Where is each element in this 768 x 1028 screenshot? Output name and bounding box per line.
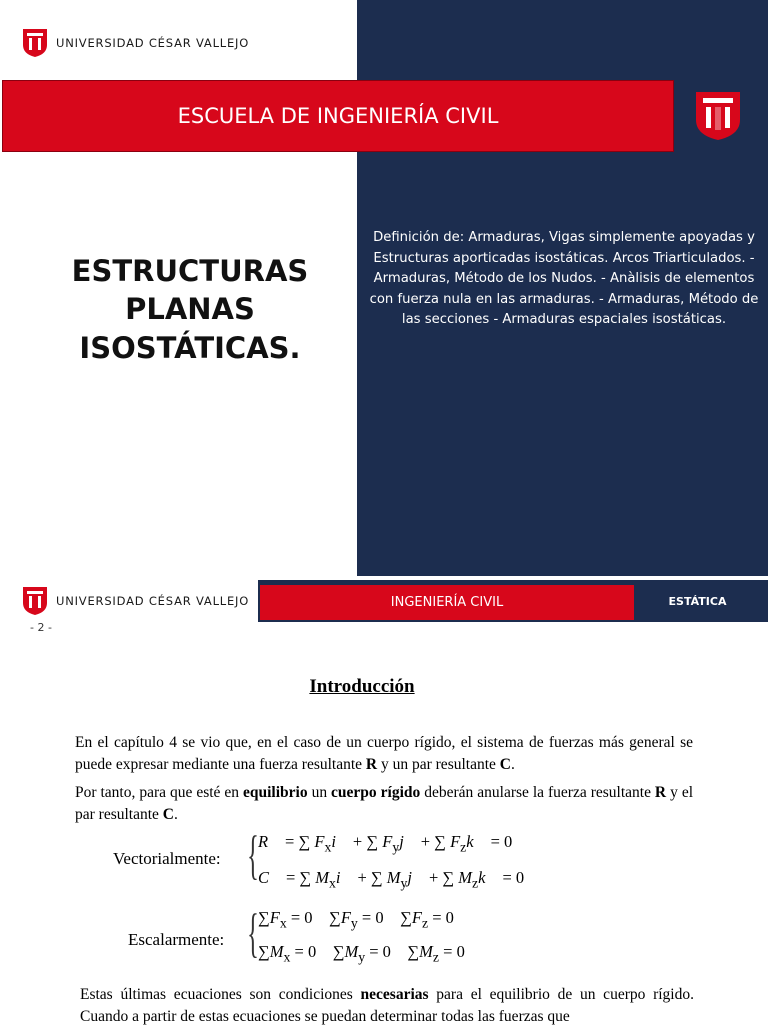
bold-term: C: [499, 756, 511, 773]
logo-wordmark: UNIVERSIDAD CÉSAR VALLEJO: [56, 36, 250, 50]
escalar-label: Escalarmente:: [128, 930, 225, 949]
ucv-shield-large-icon: [694, 90, 742, 142]
section-title: Introducción: [309, 676, 415, 697]
bold-term: R: [654, 784, 667, 801]
bold-term: cuerpo rígido: [331, 784, 421, 801]
banner-title: ESCUELA DE INGENIERÍA CIVIL: [177, 104, 499, 128]
text: un: [307, 784, 332, 801]
text: Por tanto, para que esté en: [75, 784, 243, 801]
page-number: - 2 -: [30, 621, 52, 634]
text: y un par resultante: [377, 756, 500, 773]
ucv-shield-icon: [22, 586, 48, 616]
text: deberán anularse la fuerza resultante: [420, 784, 655, 801]
main-title: [30, 252, 350, 367]
footer-logo-wordmark: UNIVERSIDAD CÉSAR VALLEJO: [56, 594, 250, 608]
text: .: [174, 806, 178, 823]
text: Estas últimas ecuaciones son condiciones: [80, 986, 361, 1003]
main-title-line: ISOSTÁTICAS.: [79, 330, 301, 365]
course-description: Definición de: Armaduras, Vigas simplemente apoyadas y Estructuras aporticadas isostáticas. Arcos Triarticulados. - Armaduras, Método de los Nudos. - Anàlisis de elementos con fuerza nula en las armaduras. - Armaduras, Método de las secciones - Armaduras espaciales isostáticas.: [369, 230, 759, 328]
paragraph-equilibrium: [75, 782, 693, 826]
footer-course-label: ESTÁTICA: [668, 595, 727, 608]
equation-moment-sums: $\sum M_x = 0$ $\sum M_y = 0$ $\sum M_z = 0$: [258, 942, 465, 965]
brace-icon: {: [247, 903, 259, 963]
bold-term: necesarias: [360, 986, 429, 1003]
main-title-line: PLANAS: [125, 292, 255, 327]
ucv-shield-icon: [22, 28, 48, 58]
equation-resultant-couple: C⃗ = ∑ $M_xi⃗$ + ∑ $M_yj⃗$ + ∑ $M_zk⃗ = 0$: [258, 868, 525, 891]
bold-term: equilibrio: [243, 784, 308, 801]
text: .: [510, 756, 515, 773]
footer-university-logo: [22, 586, 249, 616]
paragraph-intro: [75, 732, 693, 776]
text: para el equilibrio de un cuerpo rígido. Cuando a partir de estas ecuaciones se puedan determinar todas las fuerzas que: [80, 986, 694, 1025]
bold-term: R: [365, 756, 378, 773]
equation-resultant-force: R⃗ = ∑ $F_xi⃗$ + ∑ $F_yj⃗$ + ∑ $F_zk⃗ = 0$: [258, 832, 513, 855]
footer-program-label: INGENIERÍA CIVIL: [390, 595, 504, 610]
school-banner: [2, 80, 674, 152]
text: y el par resultante: [75, 784, 693, 823]
paragraph-conditions: [80, 984, 694, 1028]
bold-term: C: [162, 806, 174, 823]
university-logo: [22, 28, 249, 58]
brace-icon: {: [247, 825, 259, 885]
vectorial-label: Vectorialmente:: [113, 849, 221, 868]
main-title-line: ESTRUCTURAS: [71, 254, 309, 288]
equation-force-sums: $\sum F_x = 0$ $\sum F_y = 0$ $\sum F_z = 0$: [258, 908, 454, 931]
text: En el capítulo 4 se vio que, en el caso de un cuerpo rígido, el sistema de fuerzas más general se puede expresar mediante una fuerza resultante: [75, 734, 693, 773]
footer-program-bar: [260, 585, 634, 620]
content-slide: [0, 640, 768, 1024]
